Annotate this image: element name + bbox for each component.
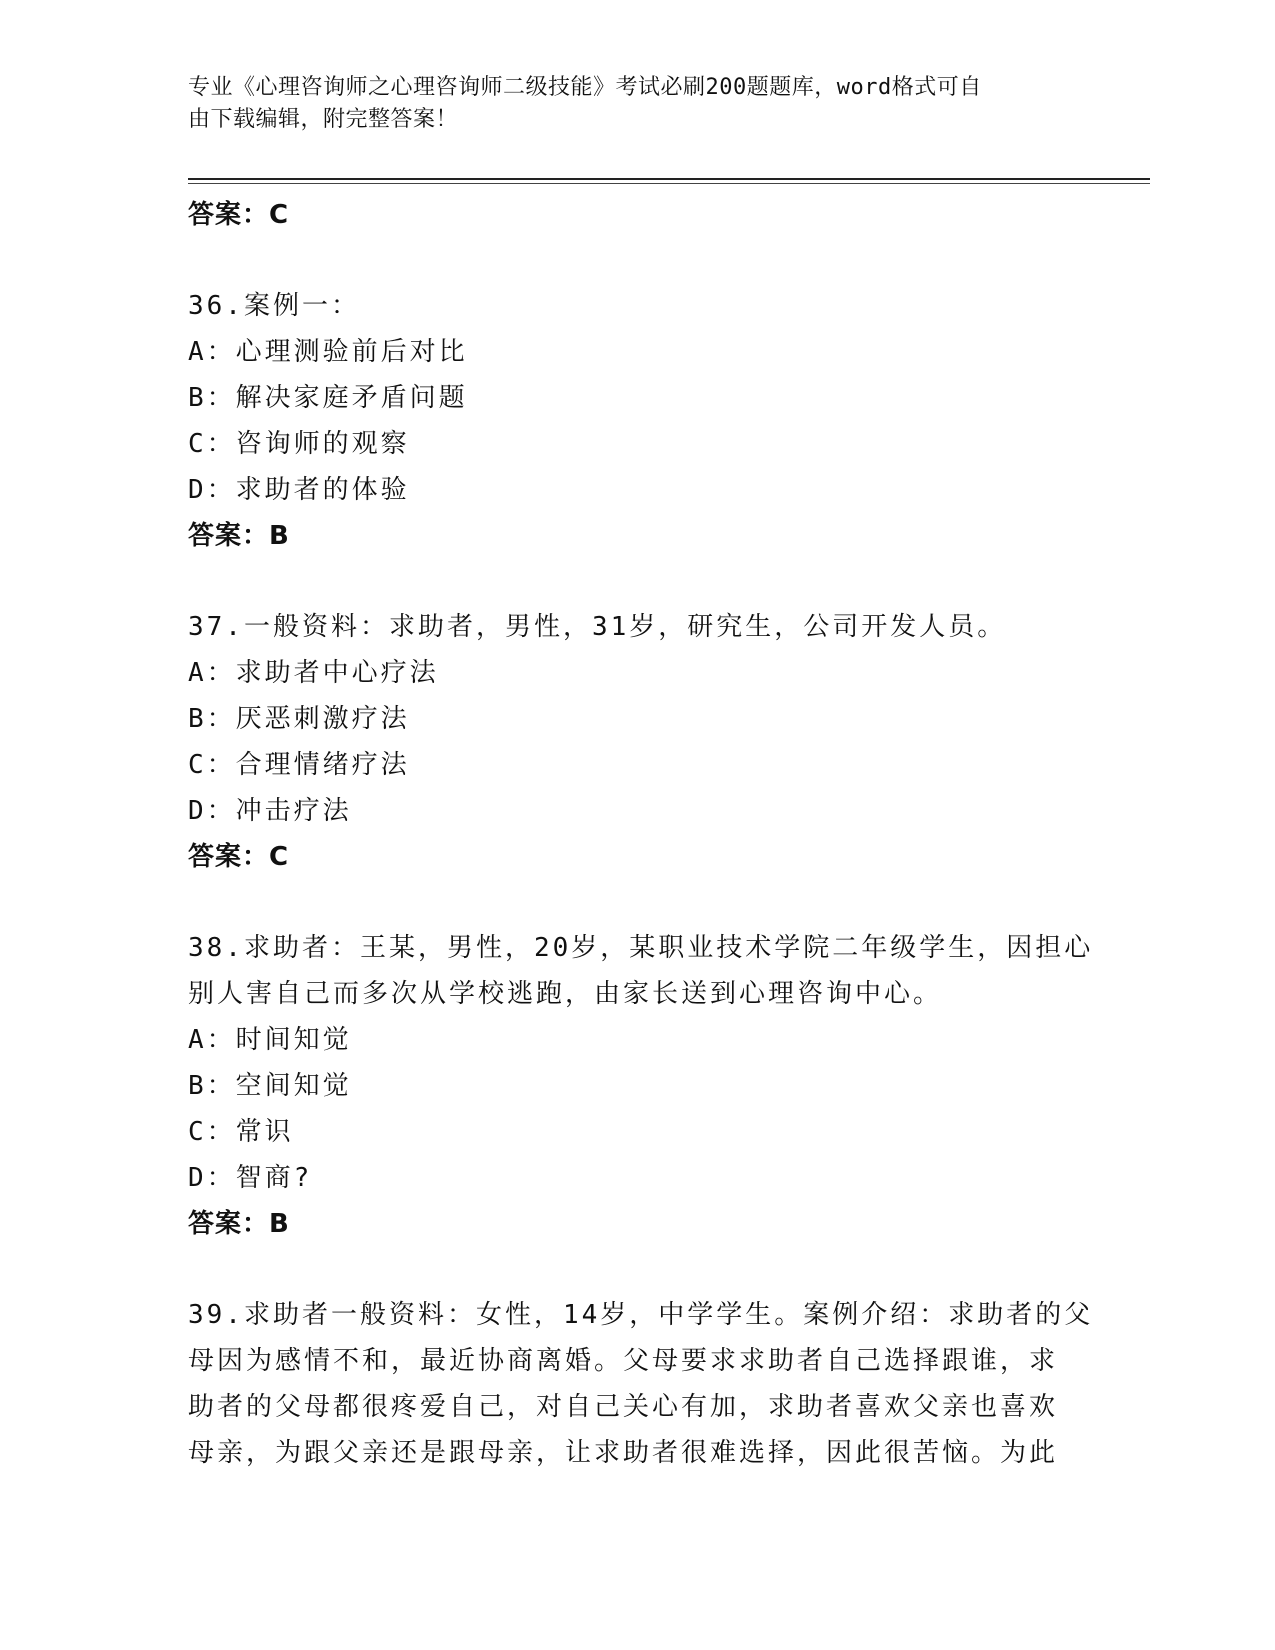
- question-36: [188, 283, 1088, 559]
- header-line-2: 由下载编辑，附完整答案！: [188, 107, 459, 132]
- header-divider-thick: [188, 178, 1150, 180]
- header-divider-thin: [188, 183, 1150, 184]
- question-38: [188, 925, 1094, 1247]
- option-d: D：智商?: [188, 1163, 313, 1193]
- document-header: [188, 72, 1068, 136]
- option-a: A：心理测验前后对比: [188, 337, 468, 367]
- option-b: B：解决家庭矛盾问题: [188, 383, 468, 413]
- option-c: C：常识: [188, 1117, 294, 1147]
- question-37: [188, 604, 1088, 880]
- option-c: C：合理情绪疗法: [188, 750, 410, 780]
- header-line-1: 专业《心理咨询师之心理咨询师二级技能》考试必刷200题题库，word格式可自: [188, 75, 982, 100]
- question-list: [188, 192, 1094, 1476]
- answer-label: 答案：B: [188, 521, 290, 551]
- question-stem: 36.案例一：: [188, 291, 360, 321]
- question-stem-line-2: 别人害自己而多次从学校逃跑，由家长送到心理咨询中心。: [188, 979, 943, 1009]
- option-b: B：空间知觉: [188, 1071, 352, 1101]
- option-d: D：冲击疗法: [188, 796, 352, 826]
- answer-label: 答案：C: [188, 200, 290, 230]
- question-stem-line-4: 母亲，为跟父亲还是跟母亲，让求助者很难选择，因此很苦恼。为此: [188, 1438, 1059, 1468]
- question-stem-line-1: 39.求助者一般资料：女性，14岁，中学学生。案例介绍：求助者的父: [188, 1300, 1094, 1330]
- question-39: [188, 1292, 1094, 1476]
- question-stem-line-3: 助者的父母都很疼爱自己，对自己关心有加，求助者喜欢父亲也喜欢: [188, 1392, 1059, 1422]
- question-stem-line-2: 母因为感情不和，最近协商离婚。父母要求求助者自己选择跟谁，求: [188, 1346, 1059, 1376]
- option-c: C：咨询师的观察: [188, 429, 410, 459]
- option-a: A：时间知觉: [188, 1025, 352, 1055]
- option-b: B：厌恶刺激疗法: [188, 704, 410, 734]
- question-stem-line-1: 38.求助者：王某，男性，20岁，某职业技术学院二年级学生，因担心: [188, 933, 1094, 963]
- option-d: D：求助者的体验: [188, 475, 410, 505]
- question-stem: 37.一般资料：求助者，男性，31岁，研究生，公司开发人员。: [188, 612, 1007, 642]
- answer-label: 答案：C: [188, 842, 290, 872]
- answer-label: 答案：B: [188, 1209, 290, 1239]
- option-a: A：求助者中心疗法: [188, 658, 439, 688]
